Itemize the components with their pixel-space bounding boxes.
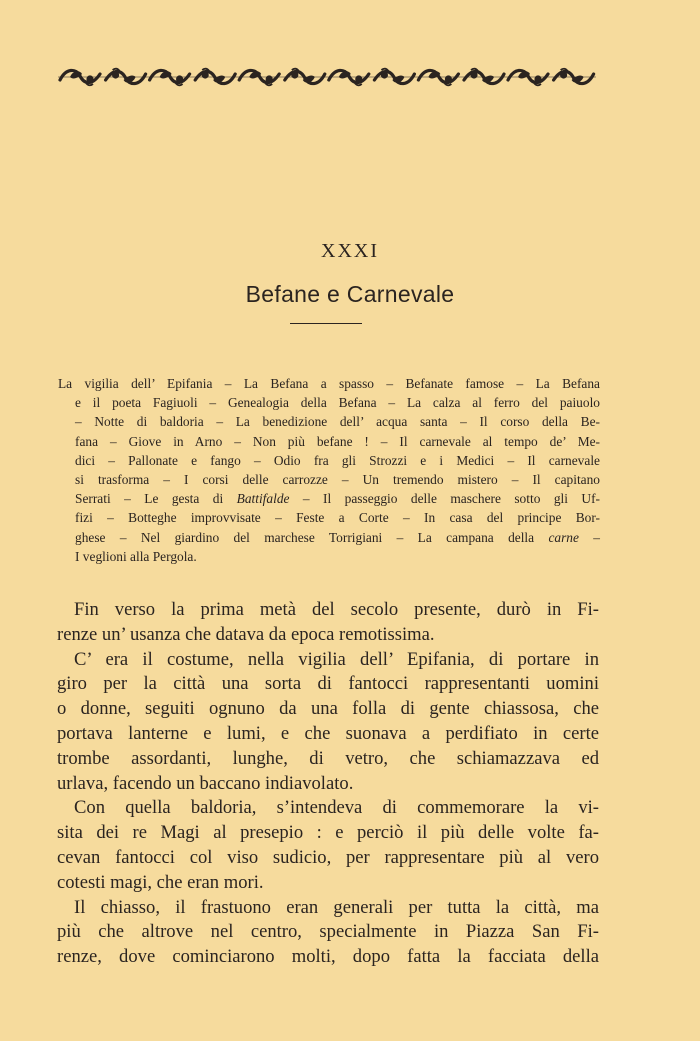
- ornament-motif: [329, 70, 369, 85]
- ornament-motif: [150, 70, 190, 85]
- body-text: [57, 598, 599, 970]
- summary-line: dici – Pallonate e fango – Odio fra gli Strozzi e i Medici – Il carnevale: [75, 452, 600, 468]
- italic-word: carne: [548, 529, 579, 545]
- italic-name: Battifalde: [236, 491, 290, 507]
- title-rule: [290, 323, 362, 324]
- text-line: Il chiasso, il frastuono eran generali per tutta la città, ma: [74, 896, 599, 918]
- summary-line: La vigilia dell’ Epifania – La Befana a spasso – Befanate famose – La Befana: [58, 376, 600, 391]
- ornament-motif: [554, 69, 594, 84]
- chapter-summary: [58, 374, 600, 566]
- text-line: renze, dove cominciarono molti, dopo fatta la facciata della: [57, 946, 599, 968]
- ornament-motif: [418, 70, 458, 85]
- text-line: cotesti magi, che eran mori.: [57, 871, 264, 893]
- floral-scroll-band-icon: [58, 66, 596, 88]
- ornament-motif: [374, 69, 414, 84]
- text-line: giro per la città una sorta di fantocci rappresentanti uomini: [57, 673, 599, 695]
- summary-line: I veglioni alla Pergola.: [75, 548, 197, 564]
- summary-line: – Notte di baldoria – La benedizione dell’ acqua santa – Il corso della Be-: [75, 414, 600, 430]
- summary-line: e il poeta Fagiuoli – Genealogia della Befana – La calza al ferro del paiuolo: [75, 395, 600, 411]
- text-line: trombe assordanti, lunghe, di vetro, che schiamazzava ed: [57, 747, 599, 769]
- summary-line: Serrati – Le gesta di Battifalde – Il passeggio delle maschere sotto gli Uf-: [75, 491, 600, 507]
- ornament-motif: [508, 70, 548, 85]
- text-line: cevan fantocci col viso sudicio, per rappresentare più al vero: [57, 846, 599, 868]
- chapter-number: XXXI: [321, 240, 379, 262]
- text-line: renze un’ usanza che datava da epoca remotissima.: [57, 623, 435, 645]
- text-line: Con quella baldoria, s’intendeva di commemorare la vi-: [74, 797, 599, 819]
- ornament-motif: [464, 69, 504, 84]
- chapter-title: Befane e Carnevale: [245, 281, 455, 307]
- ornament-motif: [106, 69, 146, 84]
- ornament-motif: [239, 70, 279, 85]
- text-line: più che altrove nel centro, specialmente in Piazza San Fi-: [57, 921, 599, 943]
- summary-line: fana – Giove in Arno – Non più befane ! – Il carnevale al tempo de’ Me-: [75, 433, 600, 449]
- ornament-motif: [195, 69, 235, 84]
- ornament-motif: [285, 69, 325, 84]
- text-line: Fin verso la prima metà del secolo presente, durò in Fi-: [74, 599, 599, 620]
- summary-line: si trasforma – I corsi delle carrozze – Un tremendo mistero – Il capitano: [75, 471, 600, 487]
- text-line: o donne, seguiti ognuno da una folla di gente chiassosa, che: [57, 698, 599, 720]
- summary-line: ghese – Nel giardino del marchese Torrigiani – La campana della carne –: [75, 529, 600, 545]
- text-line: portava lanterne e lumi, e che suonava a perdifiato in certe: [57, 722, 599, 744]
- text-line: C’ era il costume, nella vigilia dell’ Epifania, di portare in: [74, 648, 599, 670]
- text-line: sita dei re Magi al presepio : e perciò il più delle volte fa-: [57, 822, 599, 844]
- ornament-motif: [60, 70, 100, 85]
- text-line: urlava, facendo un baccano indiavolato.: [57, 772, 354, 794]
- summary-line: fizi – Botteghe improvvisate – Feste a Corte – In casa del principe Bor-: [75, 510, 600, 526]
